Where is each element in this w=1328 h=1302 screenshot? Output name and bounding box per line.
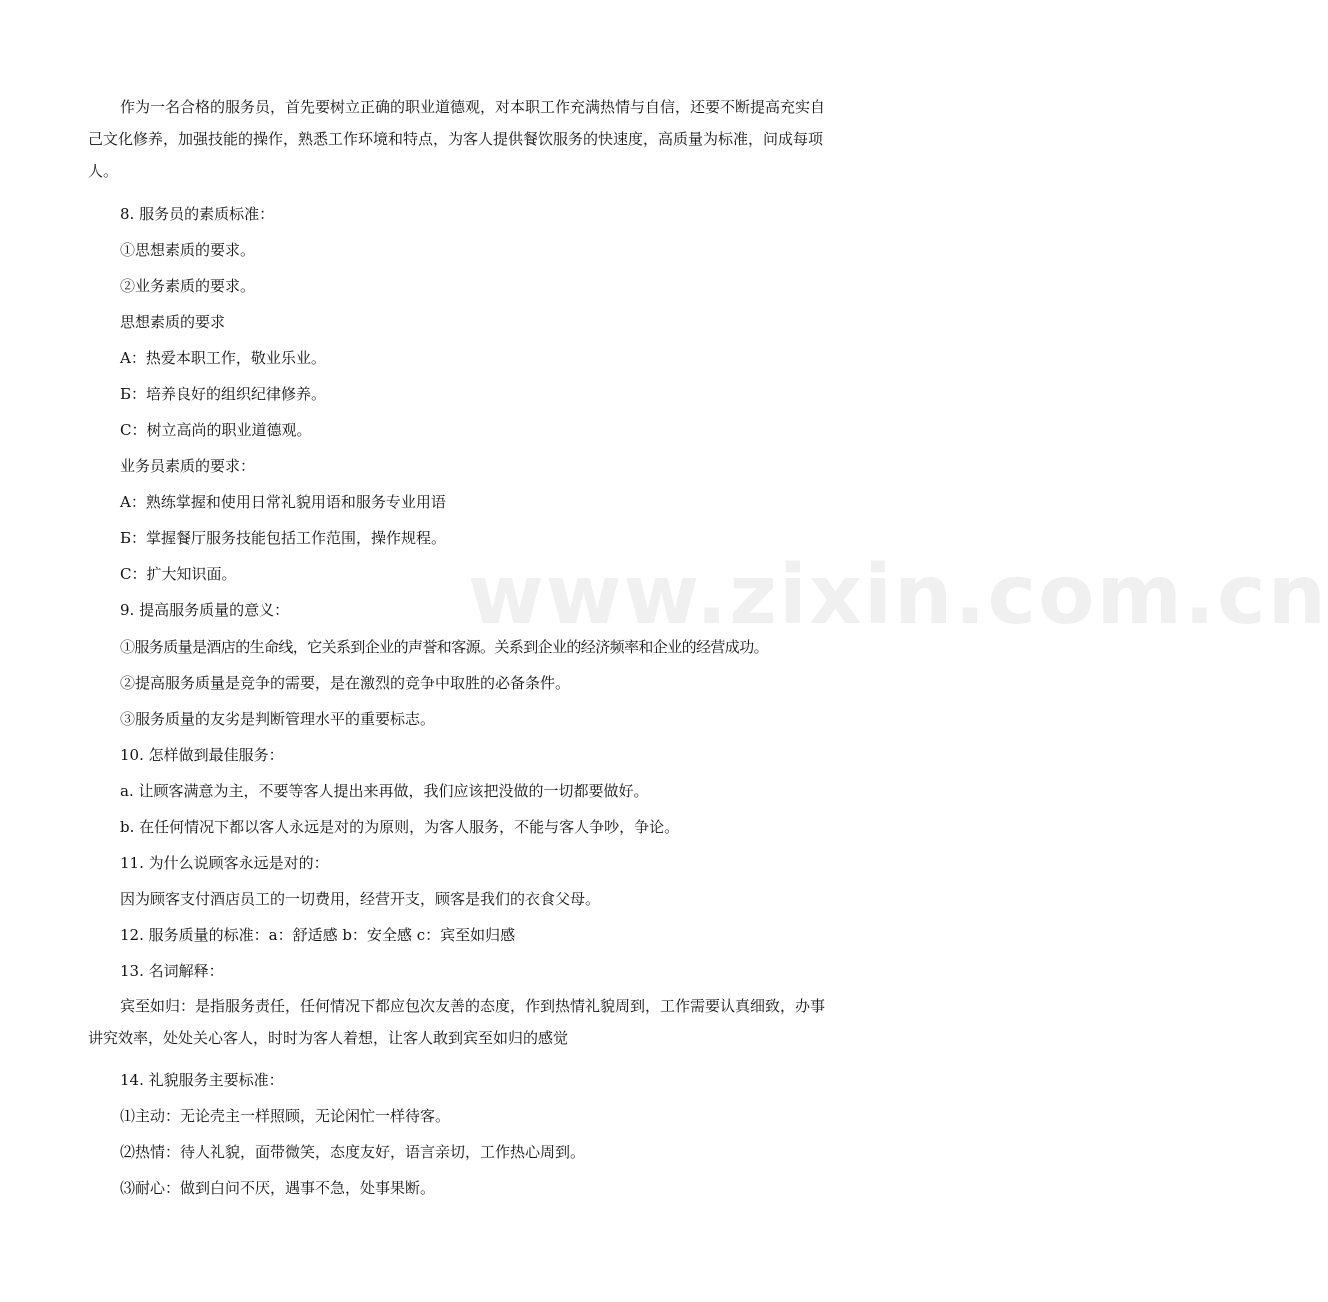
heading-8: 8. 服务员的素质标准：	[120, 205, 275, 223]
list-item: ③服务质量的友劣是判断管理水平的重要标志。	[120, 710, 436, 728]
intro-paragraph: 作为一名合格的服务员，首先要树立正确的职业道德观，对本职工作充满热情与自信，还要不断提高充实自己文化修养，加强技能的操作，熟悉工作环境和特点，为客人提供餐饮服务的快速度，高质量为标准，问成每项人。	[88, 98, 826, 180]
list-item: Б：培养良好的组织纪律修养。	[120, 385, 327, 403]
list-item: Б：掌握餐厅服务技能包括工作范围，操作规程。	[120, 529, 447, 547]
list-item: C：扩大知识面。	[120, 565, 237, 583]
list-item: ②业务素质的要求。	[120, 277, 256, 295]
heading-10: 10. 怎样做到最佳服务：	[120, 746, 284, 764]
watermark: www.zixin.com.cn	[468, 548, 1328, 643]
list-item: ①思想素质的要求。	[120, 241, 256, 259]
list-item: ①服务质量是酒店的生命线，它关系到企业的声誉和客源。关系到企业的经济频率和企业的经营成功。	[120, 638, 769, 656]
heading-12: 12. 服务质量的标准：a：舒适感 b：安全感 c：宾至如归感	[120, 926, 516, 944]
list-item: ⑴主动：无论壳主一样照顾，无论闲忙一样待客。	[120, 1107, 451, 1125]
list-item: A：热爱本职工作，敬业乐业。	[120, 349, 326, 367]
list-item: ⑵热情：待人礼貌，面带微笑，态度友好，语言亲切，工作热心周到。	[120, 1143, 586, 1161]
list-item: a. 让顾客满意为主，不要等客人提出来再做，我们应该把没做的一切都要做好。	[120, 782, 649, 800]
list-item: 因为顾客支付酒店员工的一切费用，经营开支，顾客是我们的衣食父母。	[120, 890, 601, 908]
heading-11: 11. 为什么说顾客永远是对的：	[120, 854, 329, 872]
subheading: 思想素质的要求	[120, 313, 226, 331]
list-item: C：树立高尚的职业道德观。	[120, 421, 312, 439]
heading-9: 9. 提高服务质量的意义：	[120, 601, 290, 619]
subheading: 业务员素质的要求：	[120, 457, 256, 475]
list-item: A：熟练掌握和使用日常礼貌用语和服务专业用语	[120, 493, 446, 511]
list-item: ②提高服务质量是竞争的需要，是在激烈的竞争中取胜的必备条件。	[120, 674, 571, 692]
heading-13: 13. 名词解释：	[120, 962, 224, 980]
heading-14: 14. 礼貌服务主要标准：	[120, 1071, 284, 1089]
list-item: ⑶耐心：做到白问不厌，遇事不急，处事果断。	[120, 1179, 436, 1197]
list-item: b. 在任何情况下都以客人永远是对的为原则，为客人服务，不能与客人争吵，争论。	[120, 818, 680, 836]
definition-paragraph: 宾至如归：是指服务责任，任何情况下都应包次友善的态度，作到热情礼貌周到，工作需要认真细致，办事讲究效率，处处关心客人，时时为客人着想，让客人敢到宾至如归的感觉	[88, 997, 826, 1047]
